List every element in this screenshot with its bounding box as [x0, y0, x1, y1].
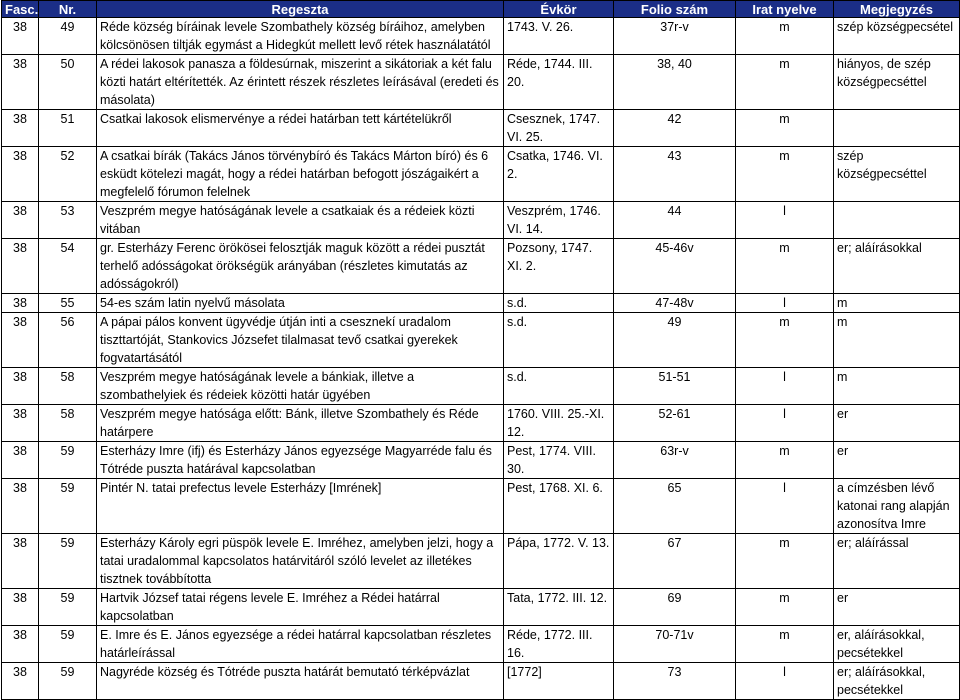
cell-evkor: s.d. — [504, 368, 614, 405]
cell-nr: 52 — [39, 147, 97, 202]
cell-nyelv: m — [736, 313, 834, 368]
cell-nyelv: l — [736, 202, 834, 239]
cell-regeszta: Réde község bíráinak levele Szombathely község bíráihoz, amelyben kölcsönösen tiltják egymást a Hidegkút mellett levő rétek használatától — [97, 18, 504, 55]
cell-folio: 44 — [614, 202, 736, 239]
cell-evkor: Csesznek, 1747. VI. 25. — [504, 110, 614, 147]
table-row — [2, 294, 960, 313]
cell-folio: 51-51 — [614, 368, 736, 405]
cell-regeszta: Nagyréde község és Tótréde puszta határát bemutató térképvázlat — [97, 663, 504, 700]
cell-nr: 59 — [39, 534, 97, 589]
cell-folio: 37r-v — [614, 18, 736, 55]
col-header-fasc: Fasc. — [2, 1, 39, 18]
archive-table — [1, 0, 960, 700]
cell-regeszta: Veszprém megye hatósága előtt: Bánk, illetve Szombathely és Réde határpere — [97, 405, 504, 442]
cell-regeszta: Veszprém megye hatóságának levele a csatkaiak és a rédeiek közti vitában — [97, 202, 504, 239]
table-row — [2, 239, 960, 294]
cell-evkor: s.d. — [504, 313, 614, 368]
cell-nyelv: l — [736, 479, 834, 534]
cell-evkor: Réde, 1772. III. 16. — [504, 626, 614, 663]
cell-folio: 43 — [614, 147, 736, 202]
cell-evkor: 1743. V. 26. — [504, 18, 614, 55]
cell-megjegyzes: er — [834, 442, 960, 479]
cell-megjegyzes: m — [834, 368, 960, 405]
cell-nr: 49 — [39, 18, 97, 55]
cell-regeszta: Esterházy Károly egri püspök levele E. Imréhez, amelyben jelzi, hogy a tatai uradalommal kapcsolatos határvitáról szóló levelet az illetékes tisztnek továbbította — [97, 534, 504, 589]
cell-megjegyzes: m — [834, 313, 960, 368]
cell-nr: 54 — [39, 239, 97, 294]
cell-nyelv: m — [736, 239, 834, 294]
cell-megjegyzes: m — [834, 294, 960, 313]
cell-fasc: 38 — [2, 147, 39, 202]
cell-evkor: Veszprém, 1746. VI. 14. — [504, 202, 614, 239]
table-body — [2, 18, 960, 700]
cell-folio: 42 — [614, 110, 736, 147]
cell-evkor: Pápa, 1772. V. 13. — [504, 534, 614, 589]
cell-megjegyzes: szép községpecséttel — [834, 147, 960, 202]
cell-folio: 67 — [614, 534, 736, 589]
cell-folio: 49 — [614, 313, 736, 368]
table-row — [2, 479, 960, 534]
cell-nr: 59 — [39, 589, 97, 626]
col-header-evkor: Évkör — [504, 1, 614, 18]
cell-folio: 69 — [614, 589, 736, 626]
cell-evkor: s.d. — [504, 294, 614, 313]
cell-nyelv: m — [736, 442, 834, 479]
cell-evkor: Pest, 1768. XI. 6. — [504, 479, 614, 534]
cell-folio: 65 — [614, 479, 736, 534]
table-row — [2, 368, 960, 405]
cell-megjegyzes: er; aláírásokkal, pecsétekkel — [834, 663, 960, 700]
cell-megjegyzes: er — [834, 405, 960, 442]
cell-nr: 51 — [39, 110, 97, 147]
col-header-megjegyzes: Megjegyzés — [834, 1, 960, 18]
cell-fasc: 38 — [2, 442, 39, 479]
cell-megjegyzes: szép községpecsétel — [834, 18, 960, 55]
table-header-row — [2, 1, 960, 18]
cell-fasc: 38 — [2, 18, 39, 55]
cell-fasc: 38 — [2, 626, 39, 663]
cell-megjegyzes: er, aláírásokkal, pecsétekkel — [834, 626, 960, 663]
cell-evkor: Réde, 1744. III. 20. — [504, 55, 614, 110]
cell-regeszta: Esterházy Imre (ifj) és Esterházy János egyezsége Magyarréde falu és Tótréde puszta határával kapcsolatban — [97, 442, 504, 479]
cell-fasc: 38 — [2, 405, 39, 442]
cell-nyelv: m — [736, 18, 834, 55]
cell-megjegyzes: er; aláírásokkal — [834, 239, 960, 294]
table-row — [2, 626, 960, 663]
cell-megjegyzes: a címzésben lévő katonai rang alapján azonosítva Imre — [834, 479, 960, 534]
cell-fasc: 38 — [2, 294, 39, 313]
cell-nr: 50 — [39, 55, 97, 110]
cell-regeszta: E. Imre és E. János egyezsége a rédei határral kapcsolatban részletes határleírással — [97, 626, 504, 663]
cell-nyelv: l — [736, 663, 834, 700]
cell-regeszta: Veszprém megye hatóságának levele a bánkiak, illetve a szombathelyiek és rédeiek közötti határ ügyében — [97, 368, 504, 405]
table-row — [2, 55, 960, 110]
col-header-nyelv: Irat nyelve — [736, 1, 834, 18]
cell-nyelv: l — [736, 405, 834, 442]
cell-regeszta: A pápai pálos konvent ügyvédje útján inti a csesznekí uradalom tiszttartóját, Stankovics Józsefet tilalmasat tevő csatkai gyerekek fogvatartásától — [97, 313, 504, 368]
cell-folio: 45-46v — [614, 239, 736, 294]
table-row — [2, 405, 960, 442]
cell-fasc: 38 — [2, 663, 39, 700]
table-row — [2, 589, 960, 626]
cell-evkor: Pozsony, 1747. XI. 2. — [504, 239, 614, 294]
cell-nyelv: m — [736, 626, 834, 663]
cell-regeszta: gr. Esterházy Ferenc örökösei felosztják maguk között a rédei pusztát terhelő adósságokat örökségük arányában (részletes kimutatás az adósságokról) — [97, 239, 504, 294]
cell-fasc: 38 — [2, 110, 39, 147]
cell-nyelv: l — [736, 294, 834, 313]
cell-fasc: 38 — [2, 368, 39, 405]
cell-megjegyzes: hiányos, de szép községpecséttel — [834, 55, 960, 110]
cell-evkor: Tata, 1772. III. 12. — [504, 589, 614, 626]
cell-megjegyzes — [834, 110, 960, 147]
table-row — [2, 202, 960, 239]
table-row — [2, 313, 960, 368]
cell-nyelv: l — [736, 368, 834, 405]
cell-regeszta: A csatkai bírák (Takács János törvénybíró és Takács Márton bíró) és 6 esküdt kötelezi magát, hogy a rédei határban befogott jószágaikért a megfelelő fórumon felelnek — [97, 147, 504, 202]
cell-nr: 53 — [39, 202, 97, 239]
cell-nr: 58 — [39, 405, 97, 442]
cell-fasc: 38 — [2, 479, 39, 534]
table-row — [2, 147, 960, 202]
cell-megjegyzes: er; aláírással — [834, 534, 960, 589]
cell-regeszta: 54-es szám latin nyelvű másolata — [97, 294, 504, 313]
table-row — [2, 18, 960, 55]
cell-regeszta: A rédei lakosok panasza a földesúrnak, miszerint a sikátoriak a két falu közti határt eltérítették. Az érintett részek részletes leírásával (eredeti és másolata) — [97, 55, 504, 110]
table-row — [2, 110, 960, 147]
cell-fasc: 38 — [2, 55, 39, 110]
cell-nr: 56 — [39, 313, 97, 368]
table-row — [2, 663, 960, 700]
cell-folio: 52-61 — [614, 405, 736, 442]
cell-fasc: 38 — [2, 239, 39, 294]
col-header-nr: Nr. — [39, 1, 97, 18]
cell-fasc: 38 — [2, 589, 39, 626]
cell-regeszta: Hartvik József tatai régens levele E. Imréhez a Rédei határral kapcsolatban — [97, 589, 504, 626]
cell-nr: 59 — [39, 663, 97, 700]
cell-evkor: Pest, 1774. VIII. 30. — [504, 442, 614, 479]
cell-folio: 63r-v — [614, 442, 736, 479]
cell-regeszta: Csatkai lakosok elismervénye a rédei határban tett kártételükről — [97, 110, 504, 147]
cell-fasc: 38 — [2, 202, 39, 239]
cell-nr: 58 — [39, 368, 97, 405]
cell-nyelv: m — [736, 534, 834, 589]
cell-nr: 59 — [39, 626, 97, 663]
cell-nyelv: m — [736, 147, 834, 202]
cell-evkor: [1772] — [504, 663, 614, 700]
cell-nyelv: m — [736, 589, 834, 626]
col-header-regeszta: Regeszta — [97, 1, 504, 18]
table-row — [2, 442, 960, 479]
cell-nr: 55 — [39, 294, 97, 313]
cell-evkor: 1760. VIII. 25.-XI. 12. — [504, 405, 614, 442]
cell-nyelv: m — [736, 110, 834, 147]
cell-regeszta: Pintér N. tatai prefectus levele Esterházy [Imrének] — [97, 479, 504, 534]
cell-nyelv: m — [736, 55, 834, 110]
cell-folio: 70-71v — [614, 626, 736, 663]
cell-folio: 38, 40 — [614, 55, 736, 110]
cell-nr: 59 — [39, 479, 97, 534]
cell-folio: 47-48v — [614, 294, 736, 313]
col-header-folio: Folio szám — [614, 1, 736, 18]
cell-folio: 73 — [614, 663, 736, 700]
cell-fasc: 38 — [2, 313, 39, 368]
cell-fasc: 38 — [2, 534, 39, 589]
cell-evkor: Csatka, 1746. VI. 2. — [504, 147, 614, 202]
cell-megjegyzes: er — [834, 589, 960, 626]
cell-nr: 59 — [39, 442, 97, 479]
table-row — [2, 534, 960, 589]
cell-megjegyzes — [834, 202, 960, 239]
